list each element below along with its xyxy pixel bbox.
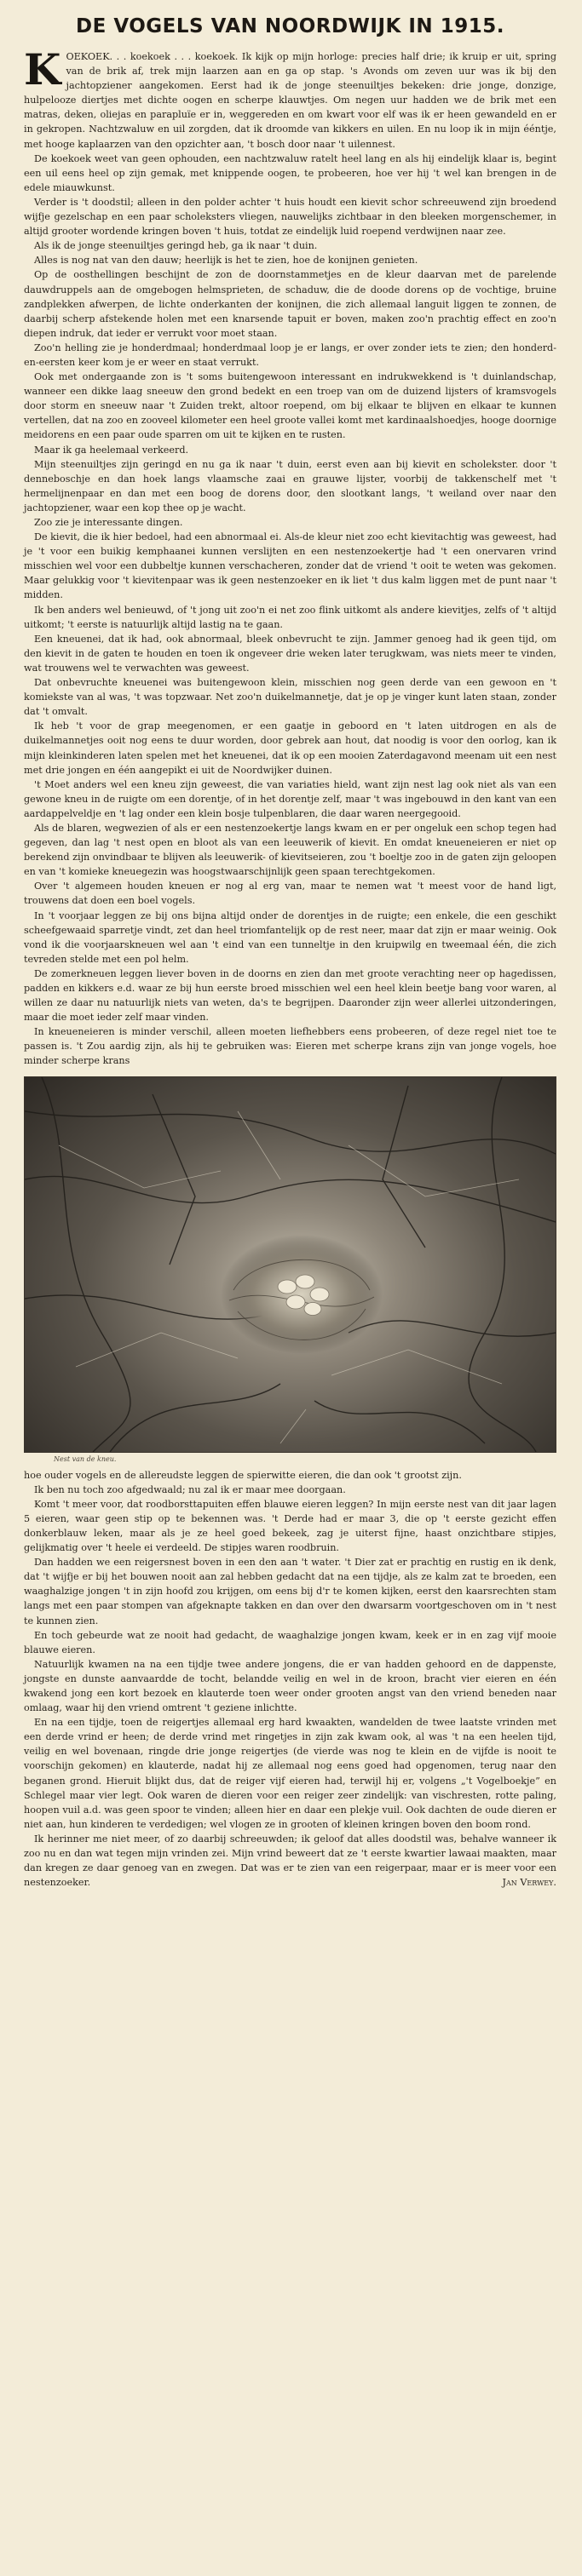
paragraph: Zoo'n helling zie je honderdmaal; honderdmaal loop je er langs, er over zonder iets te zien; den honderd-en-eersten keer kom je er weer en staat verrukt.	[24, 341, 556, 368]
paragraph: In 't voorjaar leggen ze bij ons bijna altijd onder de dorentjes in de ruigte; een enkele, die een geschikt scheefgewaaid sparretje vindt, zet dan heel triomfantelijk op de rest neer, maar dat zijn er maar weinig. Ook vond ik die voorjaarskneuen wel aan 't eind van een tunneltje in den kruipwilg en tweemaal één, die zich tevreden stelde met een pol helm.	[24, 909, 556, 965]
paragraph: De koekoek weet van geen ophouden, een nachtzwaluw ratelt heel lang en als hij eindelijk klaar is, begint een uil eens heel op zijn gemak, met knippende oogen, te probeeren, hoe ver hij 't wel kan brengen in de edele miauwkunst.	[24, 152, 556, 193]
paragraph: Dat onbevruchte kneuenei was buitengewoon klein, misschien nog geen derde van een gewoon en 't komiekste van al was, 't was topzwaar. Net zoo'n duikelmannetje, dat je op je vinger kunt laten staan, zonder dat 't omvalt.	[24, 677, 556, 718]
paragraph: Dan hadden we een reigersnest boven in een den aan 't water. 't Dier zat er prachtig en rustig en ik denk, dat 't wijfje er bij het bouwen nooit aan zal hebben gedacht dat na een tijdje, als ze kalm zat te broeden, een waaghalzige jongen 't in zijn hoofd zou krijgen, om eens bij d'r te komen kijken, eerst den kaarsrechten stam langs met een paar stompen van afgeknapte takken en dan over den dwarsarm voortgeschoven om in 't nest te kunnen zien.	[24, 1557, 556, 1626]
author-signature: Jan Verwey.	[502, 1877, 556, 1889]
paragraph: Ik ben anders wel benieuwd, of 't jong uit zoo'n ei net zoo flink uitkomt als andere kievitjes, zelfs of 't altijd uitkomt; 't eerste is natuurlijk altijd lastig na te gaan.	[24, 604, 556, 630]
nest-photo-image	[25, 1077, 556, 1452]
paragraph: In kneueneieren is minder verschil, alleen moeten liefhebbers eens probeeren, of deze regel niet toe te passen is. 't Zou aardig zijn, als hij te gebruiken was: Eieren met scherpe krans zijn van jonge vogels, hoe minder scherpe krans	[24, 1026, 556, 1067]
paragraph: hoe ouder vogels en de allereudste leggen de spierwitte eieren, die dan ook 't grootst zijn.	[24, 1469, 462, 1481]
paragraph: Ik ben nu toch zoo afgedwaald; nu zal ik er maar mee doorgaan.	[34, 1483, 346, 1495]
article-body	[24, 44, 556, 1890]
paragraph: Ik herinner me niet meer, of zo daarbij schreeuwden; ik geloof dat alles doodstil was, behalve wanneer ik zoo nu en dan wat tegen mijn vrinden zei. Mijn vrind beweert dat ze 't eerste kwartier lawaai maakten, maar dan kregen ze daar genoeg van en zwegen. Dat was er te zien van een reigerpaar, maar er is meer voor een nestenzoeker. Jan Verwey.	[24, 1832, 556, 1890]
paragraph: De zomerkneuen leggen liever boven in de doorns en zien dan met groote verachting neer op hagedissen, padden en kikkers e.d. waar ze bij hun eerste broed misschien wel een heel klein beetje bang voor waren, al willen ze daar nu natuurlijk niets van weten, da's te begrijpen. Daaronder zijn weer allerlei uitzonderingen, maar die moet ieder zelf maar vinden.	[24, 967, 556, 1024]
paragraph: Komt 't meer voor, dat roodborsttapuiten effen blauwe eieren leggen? In mijn eerste nest van dit jaar lagen 5 eieren, waar geen stip op te bekennen was. 't Derde had er maar 3, die op 't eerste gezicht effen donkerblauw leken, maar als je ze heel goed bekeek, zag je uiterst fijne, haast onzichtbare stipjes, gelijkmatig over 't heele ei verdeeld. De stipjes waren roodbruin.	[24, 1498, 556, 1554]
photo-figure	[24, 1076, 556, 1463]
article-text-top	[24, 44, 556, 1069]
paragraph: De kievit, die ik hier bedoel, had een abnormaal ei. Als-de kleur niet zoo echt kievitachtig was geweest, had je 't voor een buikig kemphaanei kunnen verslijten en een nestenzoekertje had 't een onervaren vrind misschien wel voor een dubbeltje kunnen verschacheren, zonder dat de vriend 't ooit te weten was gekomen. Maar gelukkig voor 't kievitenpaar was ik geen nestenzoeker en ik liet 't dus kalm liggen met de punt naar 't midden.	[24, 531, 556, 601]
paragraph: Als ik de jonge steenuiltjes geringd heb, ga ik naar 't duin.	[34, 240, 318, 252]
paragraph: En toch gebeurde wat ze nooit had gedacht, de waaghalzige jongen kwam, keek er in en zag vijf mooie blauwe eieren.	[24, 1629, 556, 1655]
drop-cap: K	[24, 44, 61, 95]
article-text-bottom	[24, 1468, 556, 1890]
paragraph: Mijn steenuiltjes zijn geringd en nu ga ik naar 't duin, eerst even aan bij kievit en scholekster. door 't denneboschje en dan hoek langs vlaamsche zaai en grauwe lijster, voorbij de takkenschelf met 't hermelijnenpaar en dan met een boog de dorens door, den slootkant langs, 't weiland over naar den jachtopziener, waar een kop thee op je wacht.	[24, 458, 556, 513]
paragraph: Ik heb 't voor de grap meegenomen, er een gaatje in geboord en 't laten uitdrogen en als de duikelmannetjes ooit nog eens te duur worden, door gebrek aan hout, dat noodig is voor den oorlog, kan ik mijn kleinkinderen laten spelen met het kneuenei, dat ik op een mooien Zaterdagavond meenam uit een nest met drie jongen en één aangepikt ei uit de Noordwijker duinen.	[24, 720, 556, 776]
paragraph: OEKOEK. . . koekoek . . . koekoek. Ik kijk op mijn horloge: precies half drie; ik kruip er uit, spring van de brik af, trek mijn laarzen aan en ga op stap. 's Avonds om zeven uur was ik bij den jachtopziener aangekomen. Eerst had ik de jonge steenuiltjes bekeken: drie jonge, donzige, hulpelooze diertjes met dichte oogen en scherpe klauwtjes. Om negen uur hadden we de brik met een matras, deken, oliejas en parapluïe er in, weggereden en om kwart voor elf was ik er heen gewandeld en er in gekropen. Nachtzwaluw en uil zorgden, dat ik droomde van kikkers en uilen. En nu loop ik in mijn ééntje, met hooge kaplaarzen van den opzichter aan, 't bosch door naar 't uilennest.	[24, 51, 556, 150]
paragraph: Ook met ondergaande zon is 't soms buitengewoon interessant en indrukwekkend is 't duinlandschap, wanneer een dikke laag sneeuw den grond bedekt en een troep van om de duizend lijsters of kramsvogels door storm en sneeuw naar 't Zuiden trekt, altoor roepend, om bij elkaar te blijven en elkaar te kunnen vertellen, dat na zoo en zooveel kilometer een heel groote vallei komt met kardinaalshoedjes, hooge doornige meidorens en een paar oude sparren om uit te kijken en te rusten.	[24, 371, 556, 441]
paragraph: 't Moet anders wel een kneu zijn geweest, die van variaties hield, want zijn nest lag ook niet als van een gewone kneu in de ruigte om een dorentje, of in het dorentje zelf, maar 't was ingebouwd in den kant van een aardappelveldje en 't lag onder een klein bosje tulpenblaren, die daar waren neergegooid.	[24, 778, 556, 819]
nest-photo	[24, 1076, 556, 1453]
paragraph: Natuurlijk kwamen na na een tijdje twee andere jongens, die er van hadden gehoord en de dappenste, jongste en dunste aanvaardde de tocht, belandde veilig en wel in de kroon, bracht vier eieren en één kwakend jong een kort bezoek en klauterde toen weer onder grooten angst van den vriend beneden naar omlaag, waar hij den vriend omtrent 't geziene inlichtte.	[24, 1658, 556, 1714]
paragraph: En na een tijdje, toen de reigertjes allemaal erg hard kwaakten, wandelden de twee laatste vrinden met een derde vrind er heen; de derde vrind met ringetjes in zijn zak kwam ook, al was 't na een heelen tijd, veilig en wel bovenaan, ringde drie jonge reigertjes (de vierde was nog te klein en de vijfde is nooit te voorschijn gekomen) en klauterde, nadat hij ze allemaal nog eens goed had opgenomen, terug naar den beganen grond. Hieruit blijkt dus, dat de reiger vijf eieren had, terwijl hij er, volgens „'t Vogelboekje” en Schlegel maar vier legt. Ook waren de dieren voor een reiger zeer zindelijk: van vischresten, rotte paling, hoopen vuil a.d. was geen spoor te vinden; alleen hier en daar een plekje vuil. Ook dachten de oude dieren er niet aan, hun kinderen te verdedigen; wel vlogen ze in grooten of kleinen kringen boven den boom rond.	[24, 1717, 556, 1830]
paragraph: Als de blaren, wegwezien of als er een nestenzoekertje langs kwam en er per ongeluk een schop tegen had gegeven, dan lag 't nest open en bloot als van een leeuwerik of kievit. En omdat kneueneieren er niet op berekend zijn onvindbaar te blijven als leeuwerik- of kievitseieren, zou 't boeltje zoo in de gaten zijn geloopen en van 't komieke kneuegezin was hoogstwaarschijnlijk geen spaan terechtgekomen.	[24, 822, 556, 878]
paragraph: Alles is nog nat van den dauw; heerlijk is het te zien, hoe de konijnen genieten.	[34, 255, 418, 267]
paragraph: Zoo zie je interessante dingen.	[34, 517, 183, 528]
photo-caption: Nest van de kneu.	[54, 1454, 117, 1463]
paragraph: Een kneuenei, dat ik had, ook abnormaal, bleek onbevrucht te zijn. Jammer genoeg had ik geen tijd, om den kievit in de gaten te houden en toen ik ongeveer drie weken later terugkwam, was niets meer te vinden, wat trouwens wel te verwachten was geweest.	[24, 633, 556, 674]
article-title: DE VOGELS VAN NOORDWIJK IN 1915.	[76, 15, 504, 37]
paragraph: Verder is 't doodstil; alleen in den polder achter 't huis houdt een kievit schor schreeuwend zijn broedend wijfje gezelschap en een paar scholeksters vliegen, nauwelijks zichtbaar in den bleeken morgenschemer, in altijd grooter wordende kringen boven 't huis, totdat ze eindelijk luid roepend verdwijnen naar zee.	[24, 196, 556, 238]
paragraph: Maar ik ga heelemaal verkeerd.	[34, 444, 189, 456]
paragraph: Op de oosthellingen beschijnt de zon de doornstammetjes en de kleur daarvan met de parelende dauwdruppels aan de omgebogen helmsprieten, de schaduw, die de doode dorens op de vochtige, bruine zandplekken afwerpen, de lichte onderkanten der konijnen, die zich allemaal languit liggen te zonnen, de daarbij scherp afstekende holen met een knarsende tapuit er boven, maken zoo'n prachtig effect en zoo'n diepen indruk, dat ieder er verrukt voor moet staan.	[24, 269, 556, 339]
paragraph: Over 't algemeen houden kneuen er nog al erg van, maar te nemen wat 't meest voor de hand ligt, trouwens dat doen een boel vogels.	[24, 881, 556, 907]
